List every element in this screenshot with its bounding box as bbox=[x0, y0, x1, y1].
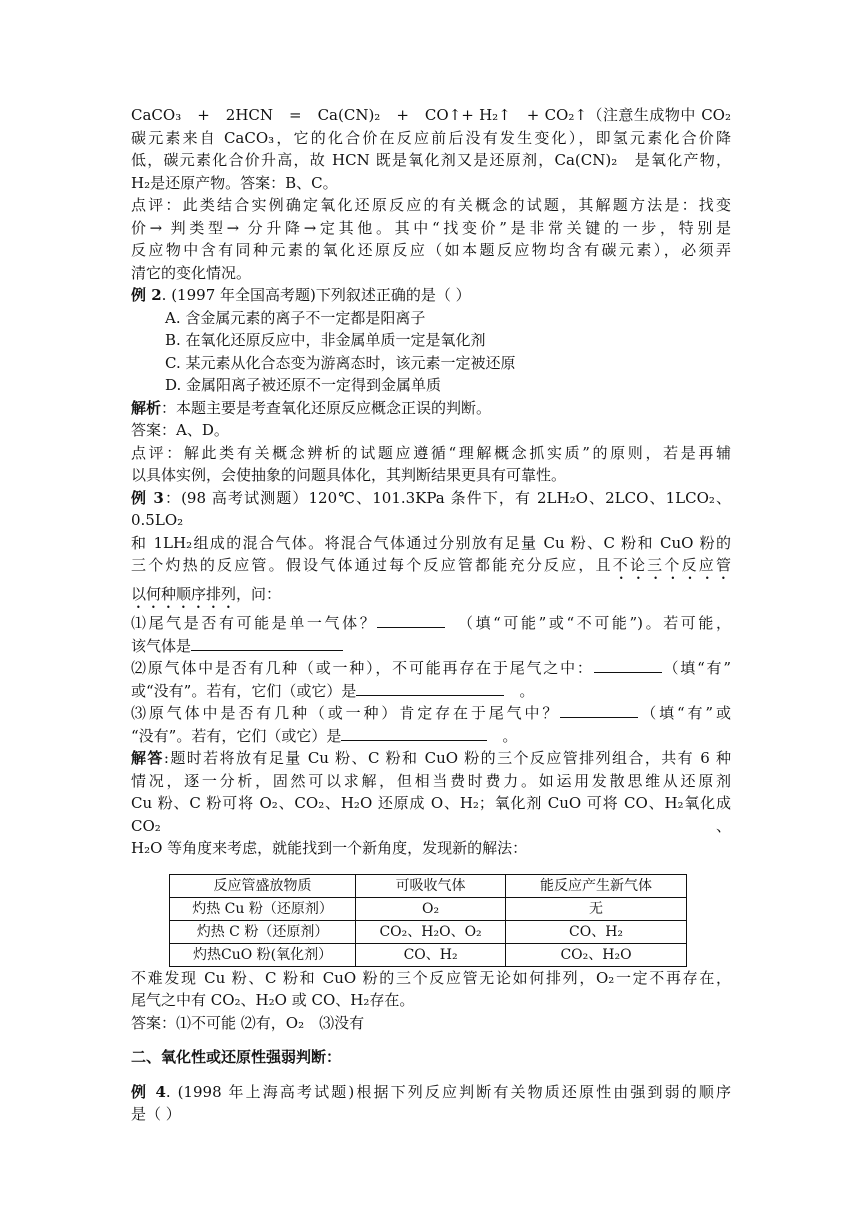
example-3-label: 例 3 bbox=[131, 488, 164, 507]
answer-blank bbox=[377, 613, 445, 628]
example-3-answer: 答案：⑴不可能 ⑵有，O₂ ⑶没有 bbox=[131, 1013, 365, 1032]
example-2-option: D. 金属阳离子被还原不一定得到金属单质 bbox=[165, 376, 442, 394]
answer-blank bbox=[560, 703, 638, 718]
comment-line: 价→ 判类型→ 分升降→定其他。其中“找变价”是非常关键的一步，特别是 bbox=[131, 218, 731, 237]
question-1: ⑴尾气是否有可能是单一气体？ （填“可能”或“不可能”)。若可能， bbox=[131, 614, 731, 632]
example-2-label: 例 2 bbox=[131, 286, 162, 304]
table-row bbox=[170, 897, 687, 920]
solution-line: H₂O 等角度来考虑，就能找到一个新角度，发现新的解法： bbox=[131, 839, 528, 857]
table-header: 可吸收气体 bbox=[356, 874, 506, 897]
solution-line: 情况，逐一分析，固然可以求解，但相当费时费力。如运用发散思维从还原剂 bbox=[131, 771, 731, 790]
explain-line: H₂是还原产物。答案：B、C。 bbox=[131, 173, 338, 192]
comment-line: 反应物中含有同种元素的氧化还原反应（如本题反应物均含有碳元素），必须弄 bbox=[131, 241, 731, 259]
table-cell: O₂ bbox=[356, 897, 506, 920]
example-3-intro: 例 3：(98 高考试测题）120℃、101.3KPa 条件下，有 2LH₂O、2LCO、1LCO₂、0.5LO₂ bbox=[131, 488, 731, 529]
conclusion-line: 不难发现 Cu 粉、C 粉和 CuO 粉的三个反应管无论如何排列，O₂一定不再存在， bbox=[131, 968, 731, 987]
table-cell: 灼热 C 粉（还原剂） bbox=[170, 920, 356, 943]
solution-line: 解答:题时若将放有足量 Cu 粉、C 粉和 CuO 粉的三个反应管排列组合，共有 6 种 bbox=[131, 749, 731, 767]
answer-blank bbox=[341, 726, 487, 741]
example-2-option: B. 在氧化还原反应中，非金属单质一定是氧化剂 bbox=[165, 331, 486, 349]
example-3-intro: 和 1LH₂组成的混合气体。将混合气体通过分别放有足量 Cu 粉、C 粉和 CuO 粉的 bbox=[131, 533, 731, 552]
example-3-intro: 三个灼热的反应管。假设气体通过每个反应管都能充分反应，且不论三个反应管 bbox=[131, 556, 731, 574]
table-cell: CO、H₂ bbox=[356, 943, 506, 966]
example-4-question: 例 4. (1998 年上海高考试题)根据下列反应判断有关物质还原性由强到弱的顺序 bbox=[131, 1082, 731, 1101]
solution-label: 解答 bbox=[131, 749, 164, 767]
emphasis-text: 不论三个反应管 bbox=[612, 556, 731, 574]
comment-line: 点评：此类结合实例确定氧化还原反应的有关概念的试题，其解题方法是：找变 bbox=[131, 196, 731, 214]
example-3-intro: 以何种顺序排列，问： bbox=[131, 585, 282, 603]
answer-blank bbox=[191, 636, 343, 651]
table-row bbox=[170, 920, 687, 943]
reaction-tube-table bbox=[169, 874, 687, 967]
solution-line: Cu 粉、C 粉可将 O₂、CO₂、H₂O 还原成 O、H₂；氧化剂 CuO 可将 CO、H₂氧化成 CO₂、 bbox=[131, 794, 731, 835]
question-1-cont: 该气体是 bbox=[131, 635, 731, 658]
table-header: 能反应产生新气体 bbox=[506, 874, 687, 897]
answer-blank bbox=[356, 681, 504, 696]
example-4-question-cont: 是（ ） bbox=[131, 1105, 181, 1123]
example-2-comment: 以具体实例，会使抽象的问题具体化，其判断结果更具有可靠性。 bbox=[131, 466, 567, 484]
question-3: ⑶原气体中是否有几种（或一种）肯定存在于尾气中？ （填“有”或 bbox=[131, 704, 731, 722]
emphasis-text: 以何种顺序排列 bbox=[131, 585, 237, 603]
comment-line: 清它的变化情况。 bbox=[131, 263, 252, 282]
conclusion-line: 尾气之中有 CO₂、H₂O 或 CO、H₂存在。 bbox=[131, 991, 415, 1009]
explain-line: 低，碳元素化合价升高，故 HCN 既是氧化剂又是还原剂，Ca(CN)₂ 是氧化产物， bbox=[131, 151, 731, 169]
table-header: 反应管盛放物质 bbox=[170, 874, 356, 897]
example-2-answer: 答案：A、D。 bbox=[131, 421, 229, 439]
question-2-cont: 或“没有”。若有，它们（或它）是 。 bbox=[131, 681, 535, 700]
table-cell: 灼热CuO 粉(氧化剂） bbox=[170, 943, 356, 966]
question-3-cont: “没有”。若有，它们（或它）是 。 bbox=[131, 726, 518, 745]
answer-blank bbox=[594, 658, 662, 673]
document-page bbox=[131, 104, 731, 1126]
example-2-option: A. 含金属元素的离子不一定都是阳离子 bbox=[165, 308, 426, 327]
table-cell: CO、H₂ bbox=[506, 920, 687, 943]
explain-line: CaCO₃ + 2HCN = Ca(CN)₂ + CO↑+ H₂↑ + CO₂↑（注意生成物中 CO₂ bbox=[131, 106, 731, 124]
example-2-question: 例 2. (1997 年全国高考题)下列叙述正确的是（ ） bbox=[131, 286, 471, 304]
example-2-option: C. 某元素从化合态变为游离态时，该元素一定被还原 bbox=[165, 353, 516, 372]
explain-line: 碳元素来自 CaCO₃，它的化合价在反应前后没有发生变化），即氢元素化合价降 bbox=[131, 128, 731, 147]
table-cell: CO₂、H₂O bbox=[506, 943, 687, 966]
section-heading: 二、氧化性或还原性强弱判断： bbox=[131, 1048, 342, 1066]
table-cell: 灼热 Cu 粉（还原剂） bbox=[170, 897, 356, 920]
table-row bbox=[170, 943, 687, 966]
example-2-comment: 点评：解此类有关概念辨析的试题应遵循“理解概念抓实质”的原则，若是再辅 bbox=[131, 443, 731, 462]
table-cell: CO₂、H₂O、O₂ bbox=[356, 920, 506, 943]
table-header-row bbox=[170, 874, 687, 897]
example-2-analysis: 解析：本题主要是考查氧化还原反应概念正误的判断。 bbox=[131, 398, 492, 417]
question-2: ⑵原气体中是否有几种（或一种），不可能再存在于尾气之中： （填“有” bbox=[131, 659, 731, 677]
example-4-label: 例 4 bbox=[131, 1082, 166, 1101]
table-cell: 无 bbox=[506, 897, 687, 920]
